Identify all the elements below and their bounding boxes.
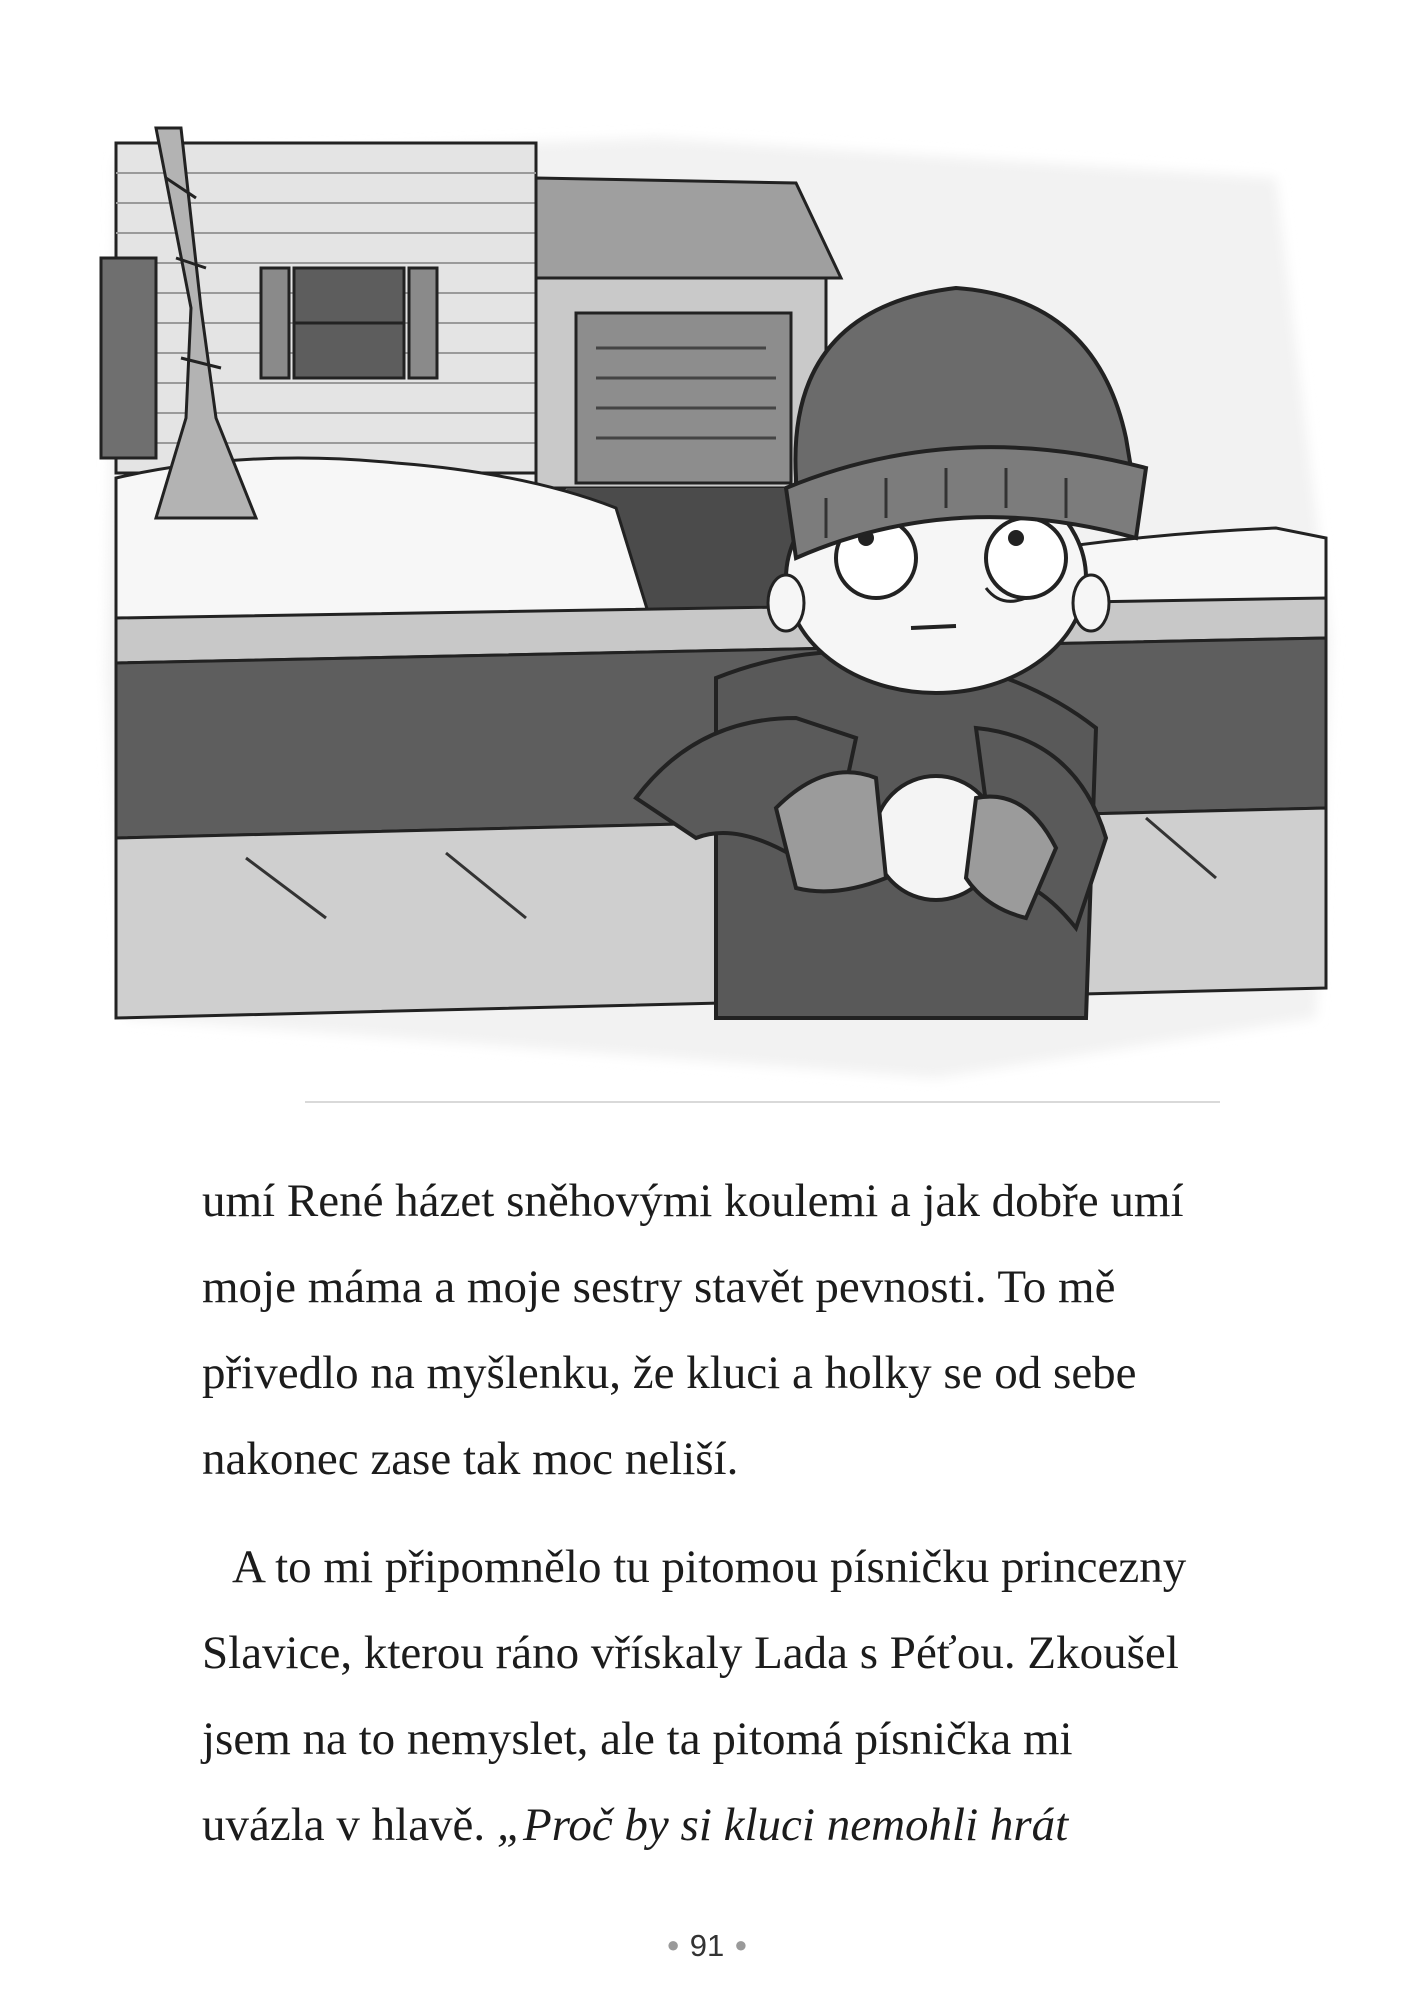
text-italic-quote: „Proč by si kluci nemohli hrát (496, 1799, 1069, 1851)
text-line: A to mi připomnělo tu pitomou písničku princezny (232, 1541, 1187, 1593)
text-line: přivedlo na myšlenku, že kluci a holky se od sebe (202, 1347, 1137, 1399)
illustration (96, 118, 1346, 1108)
illustration-divider (305, 1101, 1220, 1103)
bullet-dot-icon: ● (734, 1932, 748, 1957)
text-line: umí René házet sněhovými koulemi a jak dobře umí (202, 1175, 1184, 1227)
illustration-boy-snowball-icon (96, 118, 1346, 1108)
body-text (202, 1158, 1322, 1868)
paragraph (202, 1524, 1322, 1868)
text-line: Slavice, kterou ráno vřískaly Lada s Péťou. Zkoušel (202, 1627, 1179, 1679)
page-footer (0, 1928, 1414, 1964)
text-line: moje máma a moje sestry stavět pevnosti. To mě (202, 1261, 1116, 1313)
text-plain: uvázla v hlavě. (202, 1799, 497, 1851)
bullet-dot-icon: ● (666, 1932, 680, 1957)
text-line: jsem na to nemyslet, ale ta pitomá písnička mi (202, 1713, 1073, 1765)
paragraph (202, 1158, 1322, 1502)
text-line (202, 1782, 1322, 1868)
page-number: 91 (689, 1928, 725, 1963)
text-line: nakonec zase tak moc neliší. (202, 1433, 739, 1485)
